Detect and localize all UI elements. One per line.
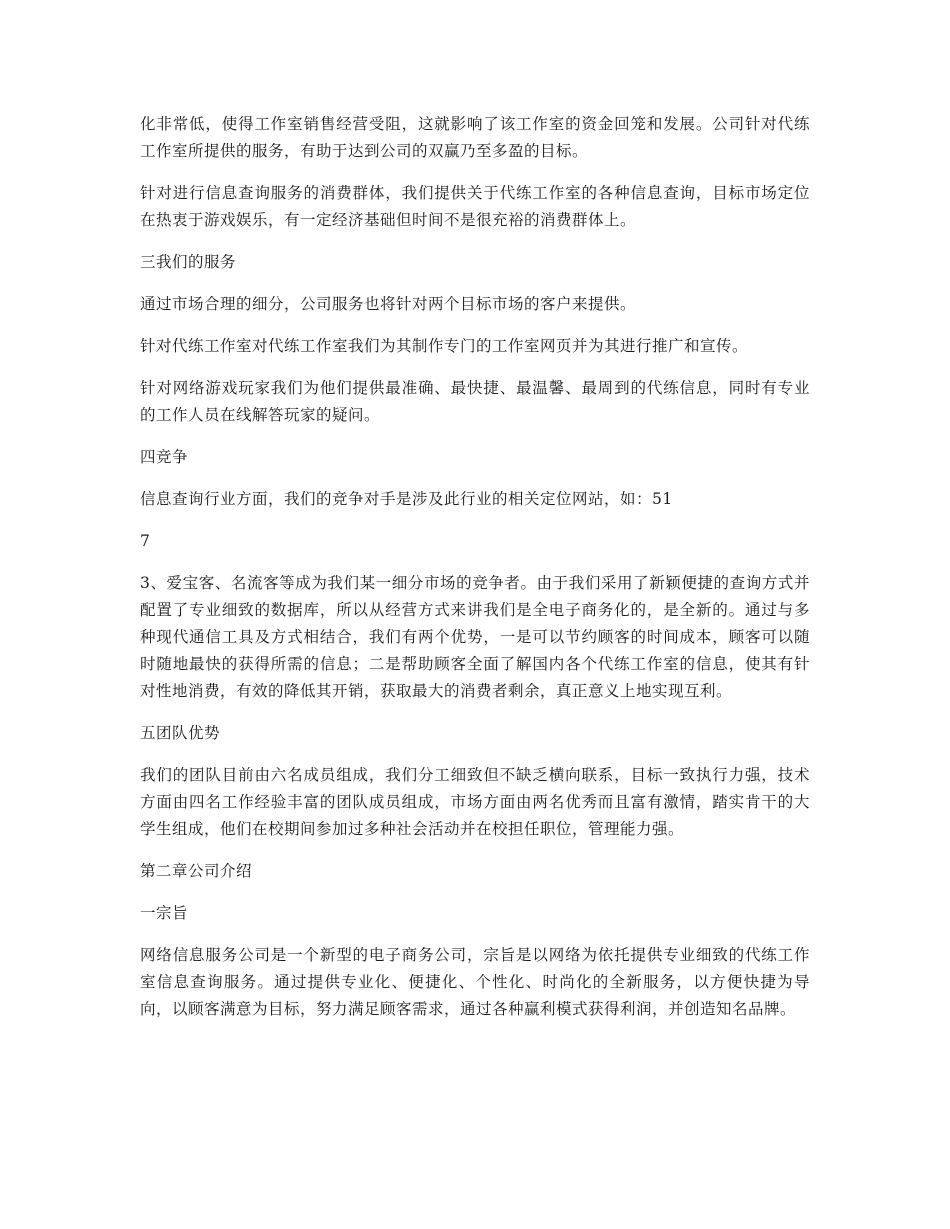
paragraph-market-segmentation: 通过市场合理的细分，公司服务也将针对两个目标市场的客户来提供。 bbox=[140, 295, 637, 313]
heading-competition: 四竞争 bbox=[140, 448, 189, 466]
paragraph-funding: 化非常低，使得工作室销售经营受阻，这就影响了该工作室的资金回笼和发展。公司针对代练工作室所提供的服务，有助于达到公司的双赢乃至多盈的目标。 bbox=[140, 115, 810, 160]
heading-our-services: 三我们的服务 bbox=[140, 253, 237, 271]
paragraph-team: 我们的团队目前由六名成员组成，我们分工细致但不缺乏横向联系，目标一致执行力强，技术方面由四名工作经验丰富的团队成员组成，市场方面由两名优秀而且富有激情，踏实肯干的大学生组成，他们在校期间参加过多种社会活动并在校担任职位，管理能力强。 bbox=[140, 766, 810, 838]
heading-purpose: 一宗旨 bbox=[140, 904, 189, 922]
document-page bbox=[140, 111, 810, 1038]
paragraph-studio-services: 针对代练工作室对代练工作室我们为其制作专门的工作室网页并为其进行推广和宣传。 bbox=[140, 337, 749, 355]
paragraph-player-services: 针对网络游戏玩家我们为他们提供最准确、最快捷、最温馨、最周到的代练信息，同时有专业的工作人员在线解答玩家的疑问。 bbox=[140, 379, 810, 424]
paragraph-purpose: 网络信息服务公司是一个新型的电子商务公司，宗旨是以网络为依托提供专业细致的代练工作室信息查询服务。通过提供专业化、便捷化、个性化、时尚化的全新服务，以方便快捷为导向，以顾客满意为目标，努力满足顾客需求，通过各种赢利模式获得利润，并创造知名品牌。 bbox=[140, 946, 810, 1018]
paragraph-competitors: 信息查询行业方面，我们的竞争对手是涉及此行业的相关定位网站，如：51 bbox=[140, 490, 673, 508]
paragraph-query-consumers: 针对进行信息查询服务的消费群体，我们提供关于代练工作室的各种信息查询，目标市场定位在热衷于游戏娱乐，有一定经济基础但时间不是很充裕的消费群体上。 bbox=[140, 184, 810, 229]
paragraph-number-fragment: 7 bbox=[140, 532, 151, 550]
heading-team-advantage: 五团队优势 bbox=[140, 724, 221, 742]
heading-chapter-two: 第二章公司介绍 bbox=[140, 862, 253, 880]
paragraph-advantages: 3、爱宝客、名流客等成为我们某一细分市场的竞争者。由于我们采用了新颖便捷的查询方式并配置了专业细致的数据库，所以从经营方式来讲我们是全电子商务化的，是全新的。通过与多种现代通信工具及方式相结合，我们有两个优势，一是可以节约顾客的时间成本，顾客可以随时随地最快的获得所需的信息；二是帮助顾客全面了解国内各个代练工作室的信息，使其有针对性地消费，有效的降低其开销，获取最大的消费者剩余，真正意义上地实现互利。 bbox=[140, 574, 810, 700]
